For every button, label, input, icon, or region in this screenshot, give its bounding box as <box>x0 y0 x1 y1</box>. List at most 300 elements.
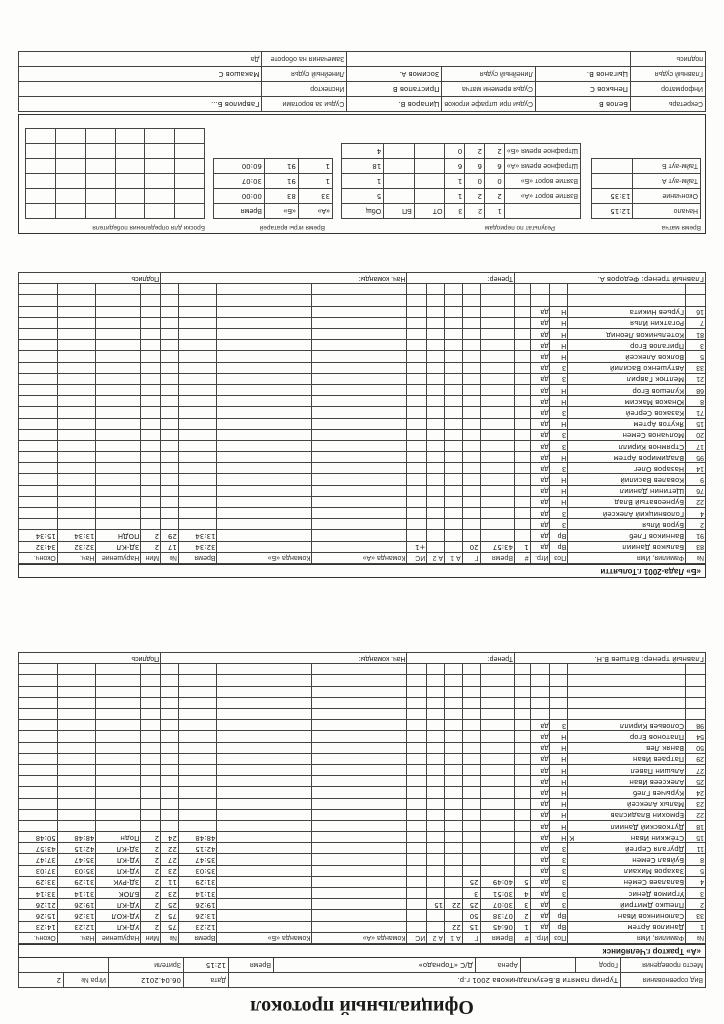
goal-no <box>514 686 530 697</box>
line-ref-label-2: Линейный судья <box>262 67 347 82</box>
team-b-col <box>217 329 312 340</box>
goal-scorer <box>462 787 480 798</box>
team-b-col <box>217 496 312 507</box>
team-b-col <box>217 854 312 865</box>
date-label: Дата <box>184 973 229 988</box>
score-value: 6 <box>445 159 465 174</box>
score-value <box>384 144 415 159</box>
player-pos: З <box>550 888 568 899</box>
goal-ms <box>407 385 427 396</box>
goal-no <box>514 843 530 854</box>
shootout-cell <box>145 144 175 159</box>
goal-scorer <box>462 295 480 306</box>
penalty-start <box>57 463 96 474</box>
team-b-col <box>217 787 312 798</box>
goal-a1 <box>445 329 463 340</box>
penalty-time <box>178 396 217 407</box>
goal-time <box>480 697 514 708</box>
penalty-player: 75 <box>161 921 179 932</box>
player-played: да <box>530 396 550 407</box>
secretary-value: Белов В <box>536 97 631 112</box>
goal-a2 <box>427 340 445 351</box>
team-a-col <box>312 452 407 463</box>
coach-label: Тренер: <box>407 273 514 284</box>
shootout-row <box>26 129 205 144</box>
player-pos: Н <box>550 351 568 362</box>
player-played <box>530 284 550 295</box>
player-row <box>19 832 706 843</box>
match-time-label: Начало <box>633 204 701 219</box>
match-time-value: 12:15 <box>592 204 633 219</box>
shootout-cell <box>115 129 145 144</box>
penalty-time <box>178 697 217 708</box>
team-b-col <box>217 530 312 541</box>
penalty-time: 35:47 <box>178 854 217 865</box>
player-played <box>530 686 550 697</box>
penalty-player <box>161 463 179 474</box>
penalty-time: 42:15 <box>178 843 217 854</box>
goal-ms <box>407 396 427 407</box>
penalty-start <box>57 686 96 697</box>
goal-scorer: 50 <box>462 910 480 921</box>
penalty-player <box>161 686 179 697</box>
player-name: Малых Алексей <box>568 798 686 809</box>
goal-a2 <box>427 820 445 831</box>
col-min: Мин <box>141 932 161 943</box>
team-header-row <box>19 552 706 563</box>
penalty-reason <box>96 742 141 753</box>
match-time-row <box>592 189 701 204</box>
player-name: Молчанов Семен <box>568 429 686 440</box>
player-no: 23 <box>686 798 706 809</box>
goal-ms <box>407 362 427 373</box>
penalty-start <box>57 820 96 831</box>
penalty-start: 13:26 <box>57 910 96 921</box>
player-name: Буров Илья <box>568 519 686 530</box>
penalty-end <box>19 418 58 429</box>
penalty-min <box>141 396 161 407</box>
penalty-min <box>141 474 161 485</box>
goal-ms <box>407 753 427 764</box>
penalty-reason <box>96 820 141 831</box>
player-row <box>19 776 706 787</box>
player-played <box>530 709 550 720</box>
goal-time: 30:51 <box>480 888 514 899</box>
score-value: 1 <box>342 174 384 189</box>
penalty-time <box>178 407 217 418</box>
goal-a1 <box>445 664 463 675</box>
score-value: 4 <box>342 144 384 159</box>
goal-scorer <box>462 351 480 362</box>
penalty-end: 33:14 <box>19 888 58 899</box>
team-b-col <box>217 720 312 731</box>
goal-ms <box>407 709 427 720</box>
penalty-start: 32:32 <box>57 541 96 552</box>
score-value: 2 <box>484 189 504 204</box>
team-a-col <box>312 697 407 708</box>
team-b-col <box>217 664 312 675</box>
match-time-row <box>592 204 701 219</box>
score-value: 18 <box>342 159 384 174</box>
goal-a1 <box>445 686 463 697</box>
goal-a1 <box>445 753 463 764</box>
player-played: да <box>530 474 550 485</box>
team-b-col <box>217 888 312 899</box>
penalty-player <box>161 675 179 686</box>
penalty-min <box>141 664 161 675</box>
goal-time <box>480 418 514 429</box>
shootout-cell <box>85 159 115 174</box>
player-name: Плешко Дмитрий <box>568 899 686 910</box>
goal-scorer <box>462 843 480 854</box>
goal-no <box>514 697 530 708</box>
penalty-min <box>141 519 161 530</box>
team-b-col <box>217 284 312 295</box>
team-b-col <box>217 798 312 809</box>
penalty-start <box>57 317 96 328</box>
penalty-end <box>19 463 58 474</box>
penalty-min: 2 <box>141 910 161 921</box>
goal-time <box>480 351 514 362</box>
goal-time <box>480 675 514 686</box>
player-name: Другаля Сергей <box>568 843 686 854</box>
page-title: Официальный протокол <box>250 996 474 1018</box>
team-b-col <box>217 452 312 463</box>
penalty-start: 13:34 <box>57 530 96 541</box>
secretary-label: Секретарь <box>631 97 706 112</box>
goal-a2 <box>427 765 445 776</box>
score-row-label: Штрафное время «А» <box>504 159 580 174</box>
penalty-end: 14:23 <box>19 921 58 932</box>
player-name: Платонов Егор <box>568 731 686 742</box>
team-b-col <box>217 317 312 328</box>
goal-ms <box>407 508 427 519</box>
penalty-min <box>141 742 161 753</box>
penalty-reason <box>96 496 141 507</box>
player-no <box>686 686 706 697</box>
player-no: 68 <box>686 385 706 396</box>
penalty-start: 42:15 <box>57 843 96 854</box>
penalty-time: 31:14 <box>178 888 217 899</box>
goal-a2 <box>427 888 445 899</box>
penalty-end <box>19 284 58 295</box>
shootout-row <box>26 174 205 189</box>
goal-time <box>480 508 514 519</box>
penalty-min: 2 <box>141 888 161 899</box>
goal-a1 <box>445 697 463 708</box>
penalty-player: 22 <box>161 843 179 854</box>
player-row <box>19 843 706 854</box>
team-a-col <box>312 787 407 798</box>
penalty-end <box>19 686 58 697</box>
team-b-col <box>217 396 312 407</box>
col-a1: А 1 <box>445 552 463 563</box>
player-row <box>19 496 706 507</box>
goalie-header-row <box>214 204 333 219</box>
penalty-player: 27 <box>161 854 179 865</box>
goal-a1 <box>445 765 463 776</box>
goal-scorer <box>462 385 480 396</box>
player-no: 27 <box>686 765 706 776</box>
player-played <box>530 697 550 708</box>
penalty-min <box>141 295 161 306</box>
penalty-time <box>178 340 217 351</box>
team-b-col <box>217 820 312 831</box>
team-a-col <box>312 921 407 932</box>
player-name: Стёжкин Иван К <box>568 832 686 843</box>
city-value <box>521 958 576 973</box>
goal-scorer: 20 <box>462 541 480 552</box>
penalty-end <box>19 720 58 731</box>
col-no: № <box>686 932 706 943</box>
penalty-start: 31:14 <box>57 888 96 899</box>
penalty-player <box>161 496 179 507</box>
shootout-cell <box>85 129 115 144</box>
goal-no <box>514 530 530 541</box>
player-no: 33 <box>686 362 706 373</box>
goal-a2 <box>427 317 445 328</box>
team-b-col <box>217 295 312 306</box>
team-a-col <box>312 485 407 496</box>
goal-ms <box>407 899 427 910</box>
player-played: да <box>530 876 550 887</box>
penalty-start <box>57 452 96 463</box>
penalty-player <box>161 820 179 831</box>
goal-a1 <box>445 418 463 429</box>
player-played: да <box>530 496 550 507</box>
player-pos <box>550 697 568 708</box>
penalty-end <box>19 731 58 742</box>
goalie-value: 1 <box>298 174 332 189</box>
team-a-col <box>312 373 407 384</box>
goal-a2 <box>427 407 445 418</box>
goal-judges-value: Гаврилов Б... <box>19 97 262 112</box>
goal-ms <box>407 843 427 854</box>
team-a-col <box>312 910 407 921</box>
goal-time <box>480 832 514 843</box>
goal-ms <box>407 787 427 798</box>
player-played: да <box>530 541 550 552</box>
goal-a2 <box>427 921 445 932</box>
penalty-end: 37:47 <box>19 854 58 865</box>
penalty-reason <box>96 295 141 306</box>
goal-ms <box>407 921 427 932</box>
penalty-min <box>141 809 161 820</box>
goal-time <box>480 440 514 451</box>
team-b-col <box>217 485 312 496</box>
goal-a1 <box>445 351 463 362</box>
goal-scorer <box>462 306 480 317</box>
penalty-player <box>161 485 179 496</box>
goal-a2 <box>427 306 445 317</box>
player-pos: Н <box>550 753 568 764</box>
penalty-start <box>57 396 96 407</box>
goal-no <box>514 675 530 686</box>
team-a-col <box>312 753 407 764</box>
goal-no <box>514 776 530 787</box>
team-a-col <box>312 317 407 328</box>
goal-a1 <box>445 530 463 541</box>
match-time-value: 13:35 <box>592 189 633 204</box>
player-no: 98 <box>686 720 706 731</box>
goal-a2 <box>427 798 445 809</box>
penalty-end <box>19 753 58 764</box>
player-row <box>19 284 706 295</box>
goal-scorer <box>462 675 480 686</box>
penalty-start <box>57 664 96 675</box>
goal-a1 <box>445 854 463 865</box>
team-a-col <box>312 876 407 887</box>
penalty-min <box>141 418 161 429</box>
goal-time <box>480 519 514 530</box>
score-value: 2 <box>484 144 504 159</box>
goal-time <box>480 463 514 474</box>
col-goal-time: Время <box>480 552 514 563</box>
goal-a1 <box>445 820 463 831</box>
goal-a1 <box>445 742 463 753</box>
player-name: Альшин Павел <box>568 765 686 776</box>
penalty-min <box>141 329 161 340</box>
spectators-label: Зрители <box>109 958 184 973</box>
goal-no <box>514 854 530 865</box>
goal-a2 <box>427 329 445 340</box>
shootout-cell <box>115 144 145 159</box>
team-b-col <box>217 407 312 418</box>
team-rep-label: Нач. команды: <box>161 653 407 664</box>
goal-time <box>480 362 514 373</box>
player-name <box>568 675 686 686</box>
player-played: да <box>530 508 550 519</box>
goalie-value: 83 <box>264 189 298 204</box>
goal-scorer: 25 <box>462 899 480 910</box>
player-pos: Н <box>550 765 568 776</box>
goal-a2 <box>427 686 445 697</box>
city-label: Город <box>576 958 621 973</box>
penalty-reason <box>96 720 141 731</box>
goal-a2 <box>427 675 445 686</box>
player-row <box>19 440 706 451</box>
shootout-cell <box>55 144 85 159</box>
shootout-cell <box>26 204 56 219</box>
penalty-judges-value: Ципаров В. <box>347 97 442 112</box>
goal-ms <box>407 429 427 440</box>
player-name: Рогаткин Илья <box>568 317 686 328</box>
penalty-time <box>178 373 217 384</box>
goal-a2: 15 <box>427 899 445 910</box>
goal-time <box>480 317 514 328</box>
player-pos: Н <box>550 418 568 429</box>
period-2: 3 <box>445 204 465 219</box>
remarks-value: Да <box>19 52 262 67</box>
goal-scorer <box>462 508 480 519</box>
player-played: да <box>530 329 550 340</box>
penalty-min <box>141 429 161 440</box>
team-b-col <box>217 351 312 362</box>
score-row-label: Штрафное время «Б» <box>504 144 580 159</box>
penalty-min <box>141 731 161 742</box>
goal-time <box>480 485 514 496</box>
penalty-reason <box>96 463 141 474</box>
penalty-end: 15:34 <box>19 530 58 541</box>
penalty-reason <box>96 385 141 396</box>
goal-a1 <box>445 508 463 519</box>
col-min: Мин <box>141 552 161 563</box>
player-name <box>568 664 686 675</box>
shootout-cell <box>85 174 115 189</box>
score-value: 0 <box>445 144 465 159</box>
player-played: да <box>530 373 550 384</box>
player-pos: Н <box>550 798 568 809</box>
goal-time <box>480 452 514 463</box>
penalty-time <box>178 351 217 362</box>
penalty-time <box>178 731 217 742</box>
goal-no <box>514 351 530 362</box>
goal-scorer <box>462 530 480 541</box>
goal-no <box>514 474 530 485</box>
penalty-end <box>19 385 58 396</box>
team-b-col <box>217 843 312 854</box>
penalty-time <box>178 664 217 675</box>
goal-ms <box>407 742 427 753</box>
player-played <box>530 675 550 686</box>
goal-ms <box>407 474 427 485</box>
player-pos <box>550 295 568 306</box>
player-pos: Н <box>550 317 568 328</box>
goal-a2 <box>427 843 445 854</box>
penalty-reason: УД-КЛ <box>96 921 141 932</box>
penalty-player <box>161 373 179 384</box>
goal-scorer <box>462 452 480 463</box>
player-no: 24 <box>686 787 706 798</box>
goal-a2 <box>427 496 445 507</box>
col-pen-time: Время <box>178 932 217 943</box>
goal-ms <box>407 485 427 496</box>
goal-scorer <box>462 340 480 351</box>
player-row <box>19 362 706 373</box>
penalty-min <box>141 798 161 809</box>
penalty-time <box>178 787 217 798</box>
goal-no <box>514 429 530 440</box>
penalty-min <box>141 720 161 731</box>
penalty-player <box>161 474 179 485</box>
goal-ms <box>407 407 427 418</box>
penalty-reason <box>96 474 141 485</box>
goal-scorer <box>462 820 480 831</box>
score-value: 1 <box>445 174 465 189</box>
shootout-cell <box>85 189 115 204</box>
player-no: 8 <box>686 854 706 865</box>
goal-time <box>480 854 514 865</box>
goal-ms <box>407 888 427 899</box>
penalty-min <box>141 820 161 831</box>
team-a-col <box>312 765 407 776</box>
goal-a1 <box>445 843 463 854</box>
goal-no: 3 <box>514 899 530 910</box>
goal-ms <box>407 329 427 340</box>
player-played: да <box>530 485 550 496</box>
shootout-cell <box>26 129 56 144</box>
goal-a2 <box>427 284 445 295</box>
penalty-reason <box>96 753 141 764</box>
player-no: 15 <box>686 418 706 429</box>
penalty-end <box>19 295 58 306</box>
goal-a1 <box>445 452 463 463</box>
player-name: Патраев Иван <box>568 753 686 764</box>
score-value: 6 <box>465 159 485 174</box>
player-row <box>19 306 706 317</box>
goal-ms <box>407 697 427 708</box>
shootout-cell <box>55 174 85 189</box>
